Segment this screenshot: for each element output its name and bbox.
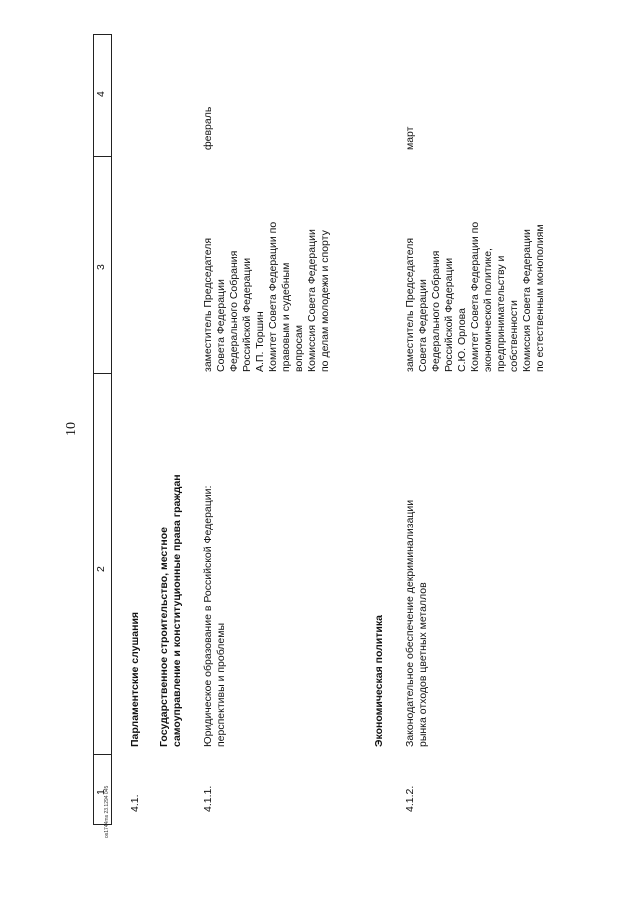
responsible-line: Совета Федерации [417,279,429,372]
responsible-line: С.Ю. Орлова [456,308,468,372]
column-header-3: 3 [95,264,107,270]
event-title-line: рынка отходов цветных металлов [417,582,429,747]
responsible-line: Федерального Собрания [430,250,442,372]
responsible-line: вопросам [293,325,305,372]
table-header-bottom [111,34,112,824]
responsible-line: Комиссия Совета Федерации [306,229,318,372]
responsible-line: Комиссия Совета Федерации [521,229,533,372]
responsible-line: собственности [508,300,520,372]
event-title-line: Законодательное обеспечение декриминализации [404,499,416,747]
subsection-heading-line: Экономическая политика [373,615,385,747]
responsible-line: по делам молодежи и спорту [319,230,331,372]
subsection-heading-line: самоуправление и конституционные права граждан [171,474,183,747]
table-top-border [93,34,94,824]
column-header-4: 4 [95,91,107,97]
section-heading: Парламентские слушания [129,611,141,747]
responsible-line: заместитель Председателя [404,237,416,372]
responsible-line: правовым и судебным [280,262,292,372]
event-title-line: перспективы и проблемы [215,623,227,747]
event-date: март [404,126,416,150]
column-header-1: 1 [95,789,107,795]
responsible-line: Российской Федерации [241,257,253,372]
responsible-line: заместитель Председателя [202,237,214,372]
page-number: 10 [64,422,79,436]
column-header-2: 2 [95,566,107,572]
row-number: 4.1. [129,794,141,812]
row-number: 4.1.1. [202,785,214,812]
responsible-line: Совета Федерации [215,279,227,372]
responsible-line: Российской Федерации [443,257,455,372]
table-header-line-1 [93,34,112,35]
responsible-line: Комитет Совета Федерации по [267,221,279,372]
subsection-heading-line: Государственное строительство, местное [158,527,170,747]
responsible-line: Федерального Собрания [228,250,240,372]
responsible-line: А.П. Торшин [254,311,266,372]
event-title-line: Юридическое образование в Российской Федерации: [202,485,214,747]
column-divider-1-2 [93,754,112,755]
responsible-line: экономической политике, [482,248,494,372]
column-divider-3-4 [93,156,112,157]
row-number: 4.1.2. [404,785,416,812]
footer-code: os1744ms 23.1294 045 [104,785,110,838]
responsible-line: предпринимательству и [495,255,507,372]
column-divider-2-3 [93,373,112,374]
event-date: февраль [202,106,214,150]
responsible-line: Комитет Совета Федерации по [469,221,481,372]
responsible-line: по естественным монополиям [534,224,546,372]
